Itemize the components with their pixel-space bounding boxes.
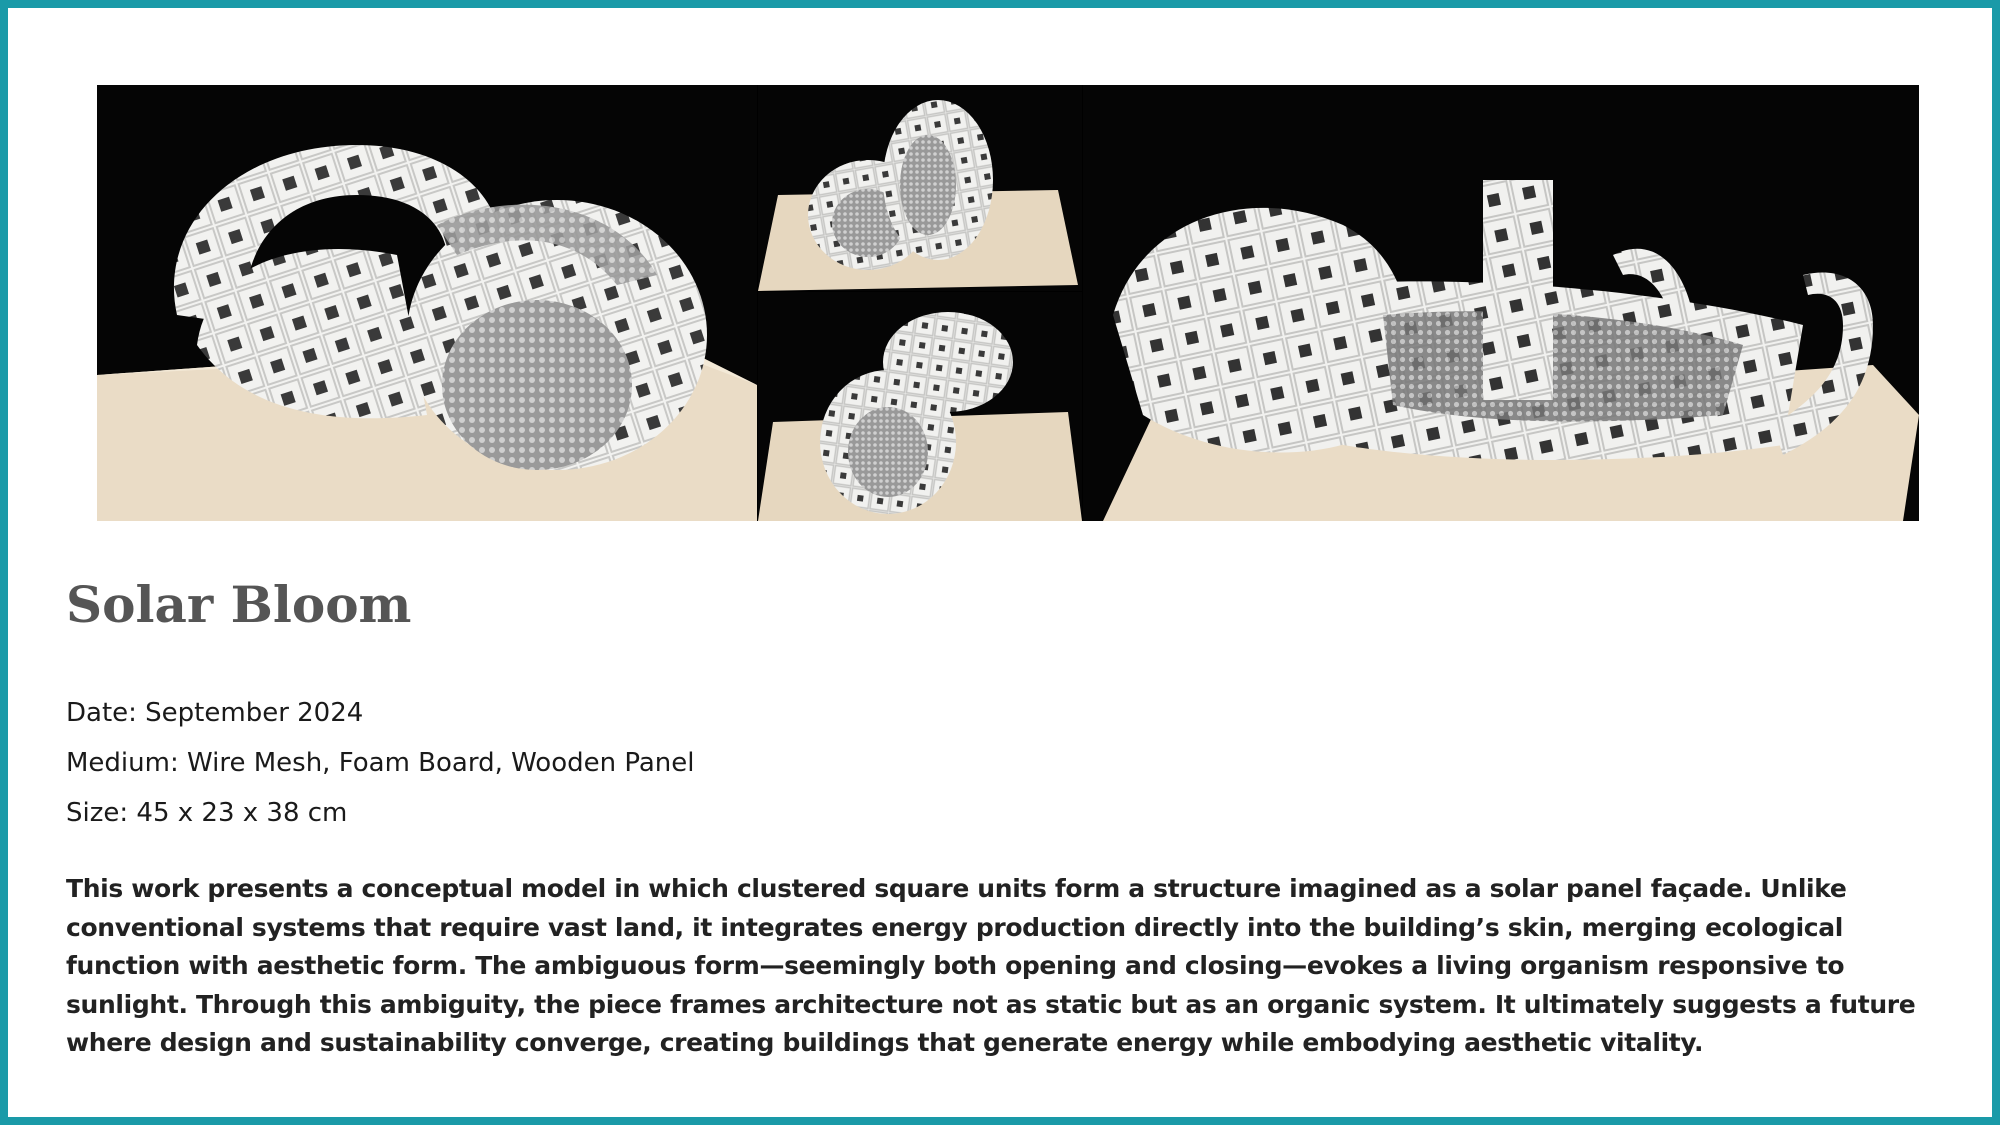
model-photo-middle-top	[758, 85, 1082, 291]
model-photo-middle-bottom	[758, 292, 1082, 521]
model-photo-left	[97, 85, 757, 521]
artwork-size: Size: 45 x 23 x 38 cm	[66, 798, 348, 828]
artwork-title: Solar Bloom	[66, 575, 412, 634]
artwork-details	[66, 688, 695, 838]
photo-gallery	[97, 85, 1919, 521]
model-photo-right	[1083, 85, 1919, 521]
artwork-date: Date: September 2024	[66, 698, 364, 728]
artwork-description: This work presents a conceptual model in which clustered square units form a structure imagined as a solar panel façade. Unlike conventional systems that require vast land, it integrates energy production directly into the building’s skin, merging ecological function with aesthetic form. The ambiguous form—seemingly both opening and closing—evokes a living organism responsive to sunlight. Through this ambiguity, the piece frames architecture not as static but as an organic system. It ultimately suggests a future where design and sustainability converge, creating buildings that generate energy while embodying aesthetic vitality.	[66, 874, 1916, 1057]
artwork-medium: Medium: Wire Mesh, Foam Board, Wooden Panel	[66, 748, 695, 778]
